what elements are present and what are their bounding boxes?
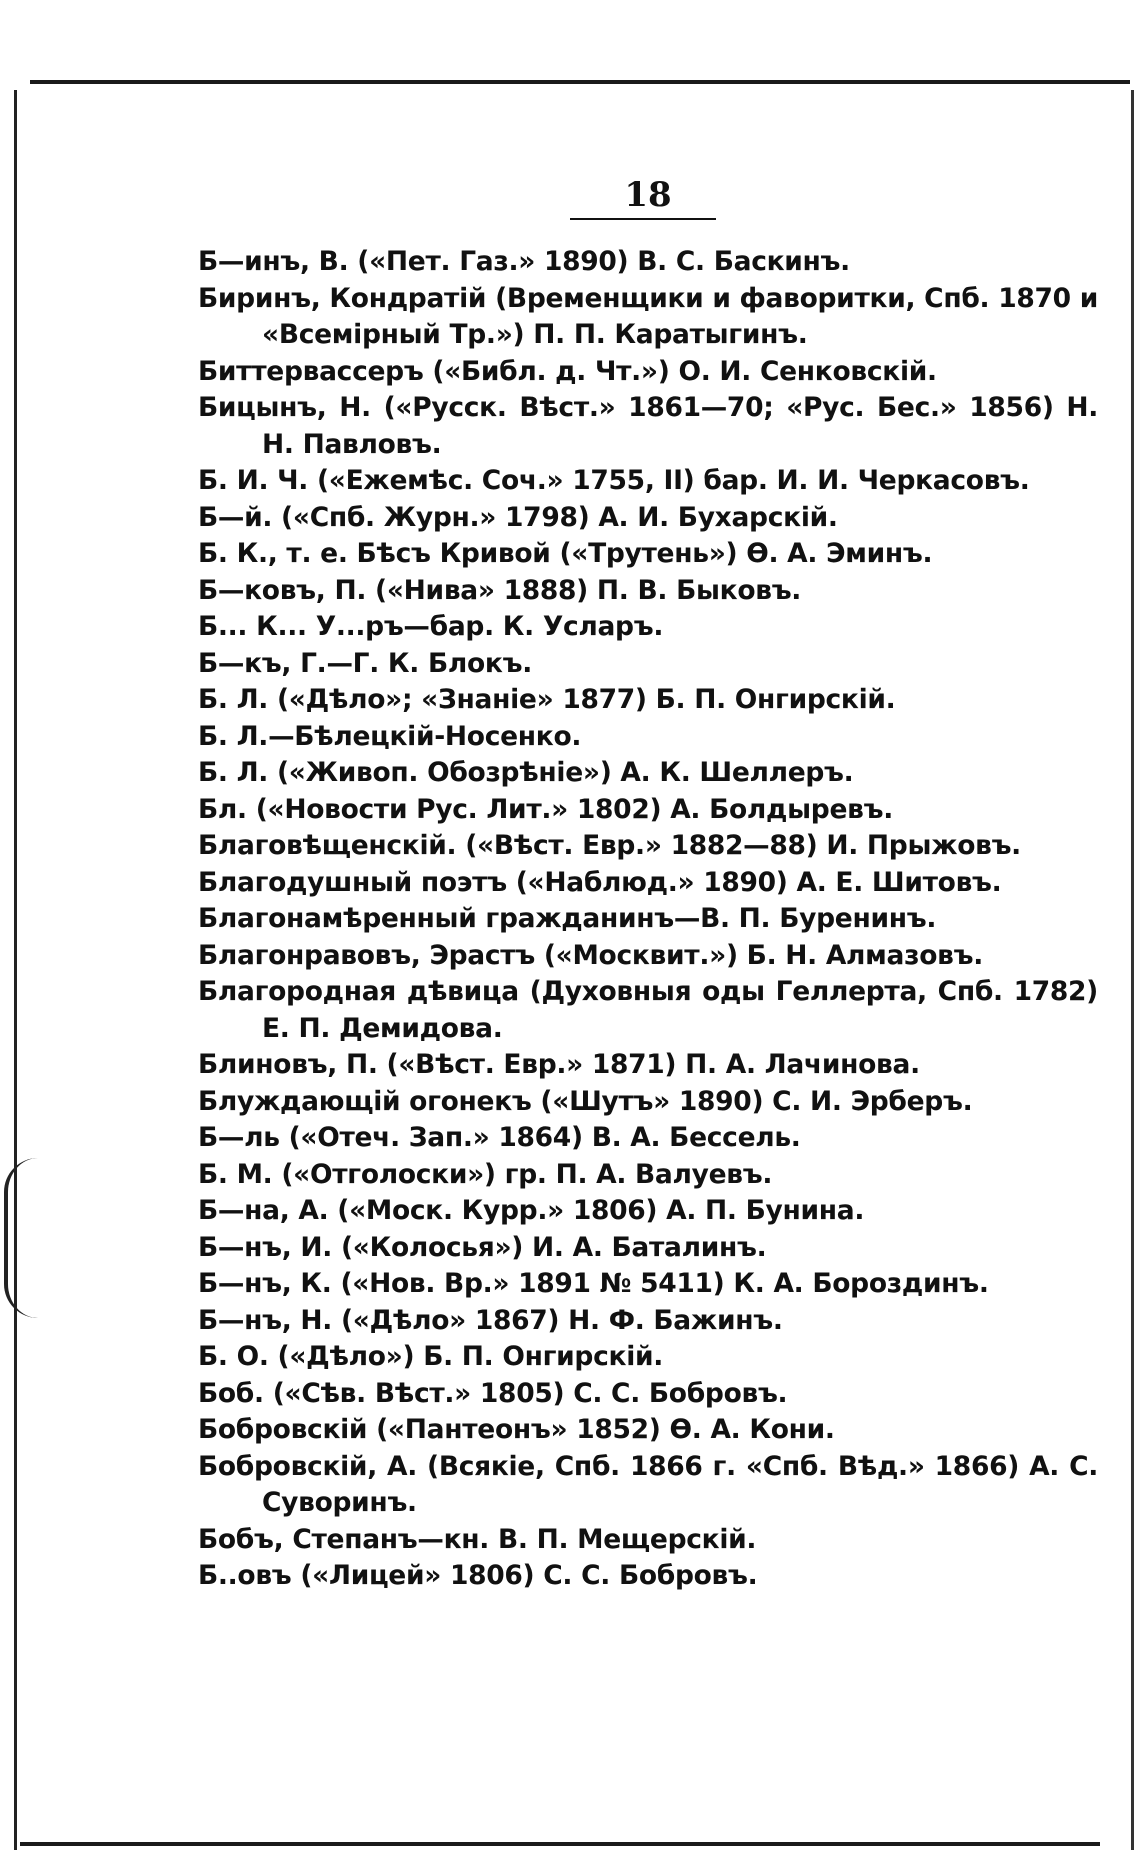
list-item: Биттервассеръ («Библ. д. Чт.») О. И. Сенковскій. [198, 355, 937, 387]
list-item: Благовѣщенскій. («Вѣст. Евр.» 1882—88) И. Прыжовъ. [198, 830, 1021, 861]
top-border-rule [30, 80, 1130, 84]
list-item: Благонамѣренный гражданинъ—В. П. Буренинъ. [198, 903, 937, 934]
list-item: Б—нъ, Н. («Дѣло» 1867) Н. Ф. Бажинъ. [198, 1304, 783, 1336]
list-item: Благородная дѣвица (Духовныя оды Геллерта, Спб. 1782) Е. П. Демидова. [198, 976, 1098, 1044]
margin-bracket-mark [4, 1158, 38, 1318]
page-number: 18 [624, 175, 672, 215]
list-item: Б—нъ, И. («Колосья») И. А. Баталинъ. [198, 1231, 767, 1263]
right-border-rule [1131, 90, 1134, 1850]
list-item: Благонравовъ, Эрастъ («Москвит.») Б. Н. Алмазовъ. [198, 939, 983, 971]
list-item: Бицынъ, Н. («Русск. Вѣст.» 1861—70; «Рус. Бес.» 1856) Н. Н. Павловъ. [198, 392, 1098, 460]
list-item: Бобъ, Степанъ—кн. В. П. Мещерскій. [198, 1523, 757, 1555]
list-item: Б—ковъ, П. («Нива» 1888) П. В. Быковъ. [198, 574, 802, 606]
bottom-border-rule [20, 1842, 1100, 1846]
list-item: Бл. («Новости Рус. Лит.» 1802) А. Болдыревъ. [198, 793, 893, 825]
list-item: Б. О. («Дѣло») Б. П. Онгирскій. [198, 1341, 664, 1372]
list-item: Б. Л.—Бѣлецкій-Носенко. [198, 720, 582, 752]
list-item: Бобровскій («Пантеонъ» 1852) Ѳ. А. Кони. [198, 1414, 835, 1445]
entry-list [198, 244, 1098, 1595]
list-item: Б. М. («Отголоски») гр. П. А. Валуевъ. [198, 1158, 773, 1190]
page-number-underline [570, 218, 716, 220]
list-item: Б..овъ («Лицей» 1806) С. С. Бобровъ. [198, 1560, 758, 1591]
list-item: Благодушный поэтъ («Наблюд.» 1890) А. Е. Шитовъ. [198, 866, 1002, 898]
list-item: Б. К., т. е. Бѣсъ Кривой («Трутень») Ѳ. А. Эминъ. [198, 538, 933, 569]
list-item: Б. Л. («Живоп. Обозрѣніе») А. К. Шеллеръ. [198, 757, 854, 788]
list-item: Б—ль («Отеч. Зап.» 1864) В. А. Бессель. [198, 1122, 801, 1153]
list-item: Бобровскій, А. (Всякіе, Спб. 1866 г. «Спб. Вѣд.» 1866) А. С. Суворинъ. [198, 1450, 1098, 1518]
list-item: Б—нъ, К. («Нов. Вр.» 1891 № 5411) К. А. Бороздинъ. [198, 1268, 989, 1299]
list-item: Б. И. Ч. («Ежемѣс. Соч.» 1755, II) бар. И. И. Черкасовъ. [198, 465, 1030, 496]
list-item: Блуждающій огонекъ («Шутъ» 1890) С. И. Эрберъ. [198, 1085, 973, 1117]
list-item: Боб. («Сѣв. Вѣст.» 1805) С. С. Бобровъ. [198, 1377, 788, 1409]
list-item: Б—инъ, В. («Пет. Газ.» 1890) В. С. Баскинъ. [198, 246, 850, 277]
list-item: Блиновъ, П. («Вѣст. Евр.» 1871) П. А. Лачинова. [198, 1049, 920, 1080]
list-item: Б—й. («Спб. Журн.» 1798) А. И. Бухарскій. [198, 501, 838, 533]
list-item: Б. Л. («Дѣло»; «Знаніе» 1877) Б. П. Онгирскій. [198, 684, 896, 715]
left-border-rule [14, 90, 17, 1850]
list-item: Б... К... У...ръ—бар. К. Усларъ. [198, 611, 664, 642]
list-item: Б—къ, Г.—Г. К. Блокъ. [198, 647, 532, 679]
list-item: Биринъ, Кондратій (Временщики и фаворитки, Спб. 1870 и «Всемірный Тр.») П. П. Каратыгинъ. [198, 282, 1098, 350]
list-item: Б—на, А. («Моск. Курр.» 1806) А. П. Бунина. [198, 1195, 865, 1226]
